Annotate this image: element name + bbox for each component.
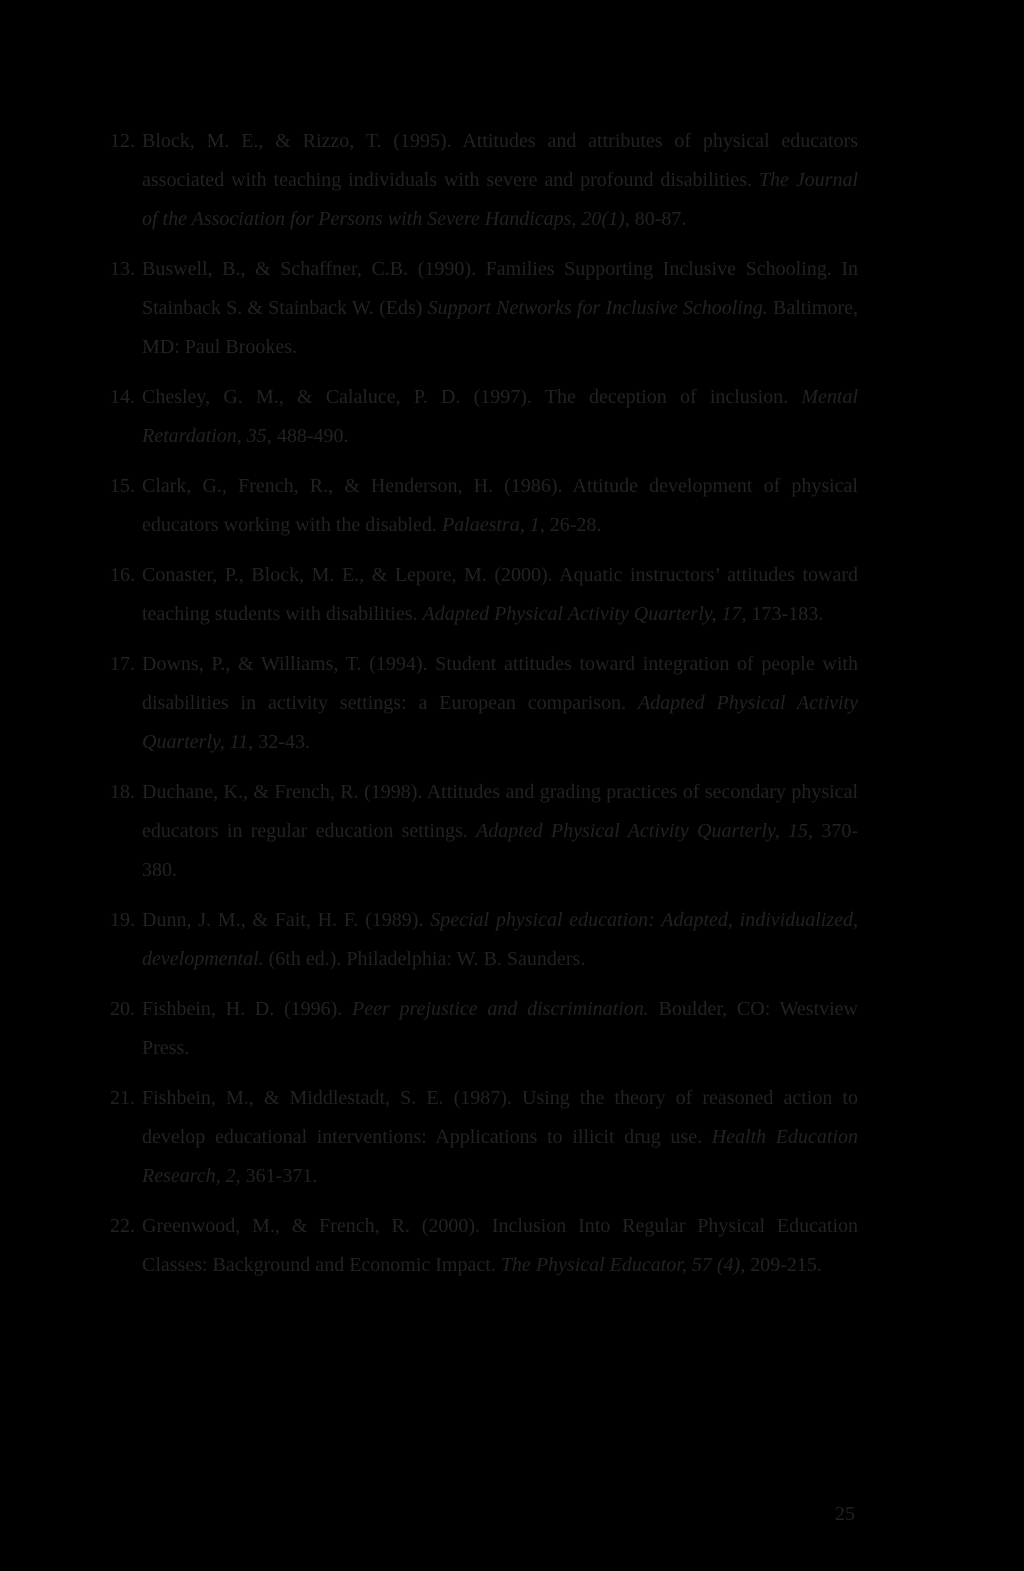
reference-source-italic: Adapted Physical Activity Quarterly, 17, [422, 603, 747, 625]
reference-text-tail: 26-28. [544, 514, 602, 536]
reference-entry [100, 556, 858, 634]
reference-text: Chesley, G. M., & Calaluce, P. D. (1997). The deception of inclusion. [142, 386, 802, 408]
reference-list [100, 122, 858, 1296]
reference-text: Block, M. E., & Rizzo, T. (1995). Attitudes and attributes of physical educators associated with teaching individuals with severe and profound disabilities. [142, 130, 858, 191]
reference-number: 19. [110, 909, 135, 931]
reference-source-italic: Adapted Physical Activity Quarterly, 11, [142, 692, 858, 753]
reference-text: Dunn, J. M., & Fait, H. F. (1989). [142, 909, 431, 931]
reference-entry [100, 250, 858, 367]
reference-text: Conaster, P., Block, M. E., & Lepore, M. (2000). Aquatic instructors’ attitudes toward teaching students with disabilities. [142, 564, 858, 625]
reference-text-tail: 370-380. [142, 820, 858, 881]
reference-entry [100, 990, 858, 1068]
reference-entry [100, 1207, 858, 1285]
reference-entry [100, 378, 858, 456]
reference-number: 15. [110, 475, 135, 497]
reference-source-italic: Special physical education: Adapted, individualized, developmental. [142, 909, 858, 970]
page-number: 25 [835, 1503, 855, 1525]
reference-text-tail: 488-490. [271, 425, 349, 447]
reference-source-italic: Peer prejustice and discrimination. [352, 998, 649, 1020]
reference-source-italic: Support Networks for Inclusive Schooling. [427, 297, 768, 319]
reference-source-italic: Adapted Physical Activity Quarterly, 15, [476, 820, 814, 842]
reference-entry [100, 122, 858, 239]
reference-number: 20. [110, 998, 135, 1020]
reference-source-italic: Health Education Research, 2, [142, 1126, 859, 1187]
reference-text-tail: 32-43. [253, 731, 310, 753]
reference-text: Clark, G., French, R., & Henderson, H. (1986). Attitude development of physical educators working with the disabled. [142, 475, 858, 536]
reference-number: 17. [110, 653, 135, 675]
reference-text-tail: 173-183. [746, 603, 824, 625]
reference-text: Fishbein, M., & Middlestadt, S. E. (1987). Using the theory of reasoned action to develop educational interventions: Applications to illicit drug use. [142, 1087, 858, 1148]
reference-number: 12. [110, 130, 135, 152]
reference-text: Buswell, B., & Schaffner, C.B. (1990). Families Supporting Inclusive Schooling. In Stainback S. & Stainback W. (Eds) [142, 258, 858, 319]
reference-entry [100, 467, 858, 545]
reference-number: 13. [110, 258, 135, 280]
reference-entry [100, 901, 858, 979]
reference-text-tail: Boulder, CO: Westview Press. [142, 998, 858, 1059]
reference-text: Duchane, K., & French, R. (1998). Attitudes and grading practices of secondary physical educators in regular education settings. [142, 781, 858, 842]
reference-number: 22. [110, 1215, 135, 1237]
reference-text: Fishbein, H. D. (1996). [142, 998, 353, 1020]
reference-source-italic: The Physical Educator, 57 (4), [500, 1254, 746, 1276]
reference-text-tail: 80-87. [629, 208, 687, 230]
reference-source-italic: Palaestra, 1, [441, 514, 545, 536]
reference-number: 14. [110, 386, 135, 408]
reference-number: 16. [110, 564, 135, 586]
reference-entry [100, 773, 858, 890]
reference-text: Greenwood, M., & French, R. (2000). Inclusion Into Regular Physical Education Classes: Background and Economic Impact. [142, 1215, 858, 1276]
reference-entry [100, 1079, 858, 1196]
reference-source-italic: The Journal of the Association for Persons with Severe Handicaps, 20(1), [142, 169, 858, 230]
reference-text-tail: 209-215. [745, 1254, 822, 1276]
reference-number: 18. [110, 781, 135, 803]
reference-text-tail: 361-371. [240, 1165, 318, 1187]
reference-number: 21. [110, 1087, 135, 1109]
reference-source-italic: Mental Retardation, 35, [142, 386, 858, 447]
reference-text-tail: Baltimore, MD: Paul Brookes. [142, 297, 859, 358]
reference-text-tail: (6th ed.). Philadelphia: W. B. Saunders. [263, 948, 586, 970]
reference-entry [100, 645, 858, 762]
reference-text: Downs, P., & Williams, T. (1994). Student attitudes toward integration of people with disabilities in activity settings: a European comparison. [142, 653, 858, 714]
